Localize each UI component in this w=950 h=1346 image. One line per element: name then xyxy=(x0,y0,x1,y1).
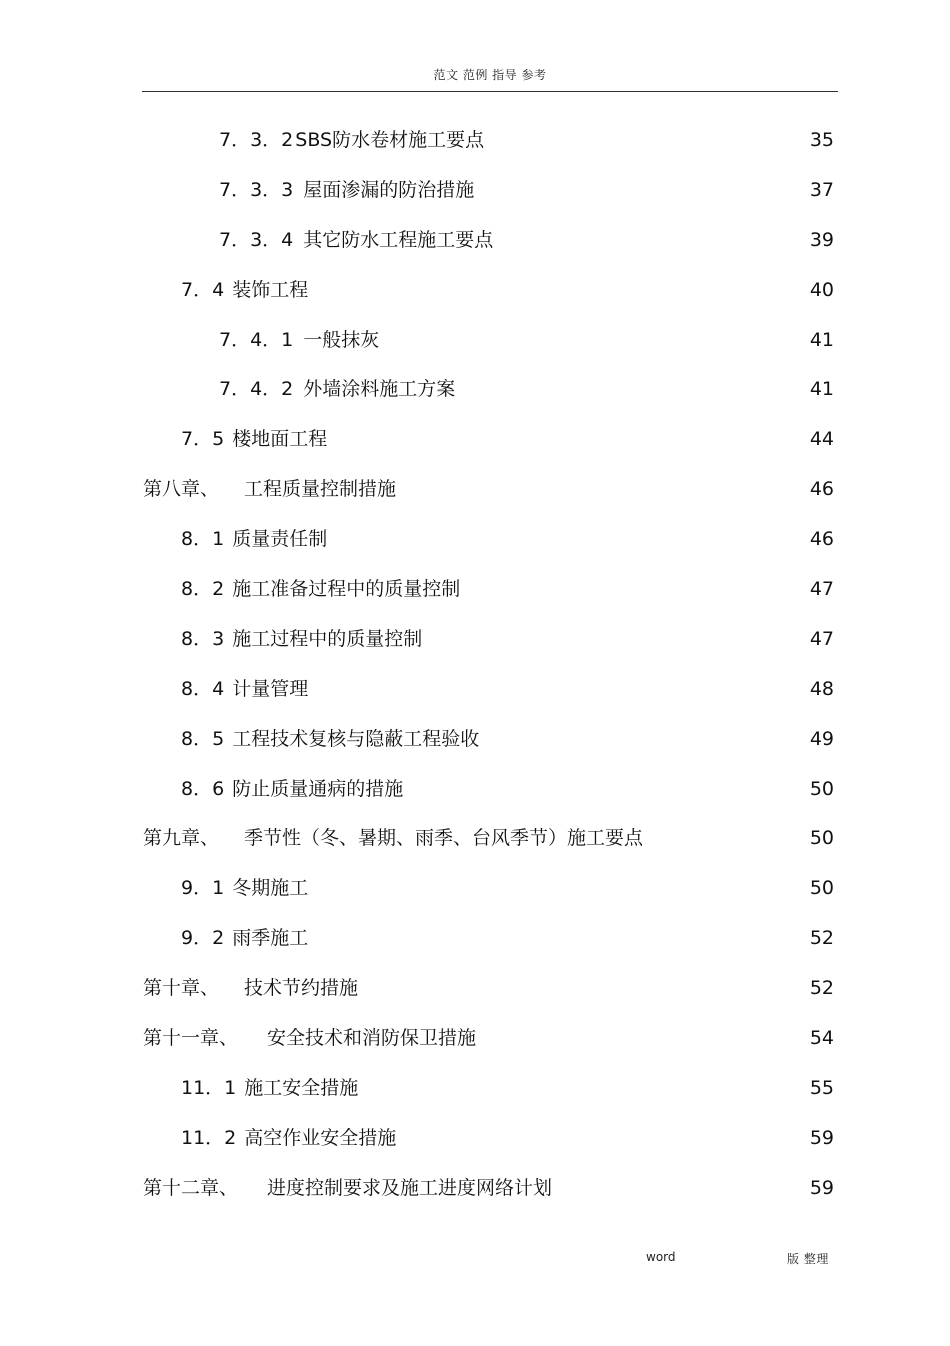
toc-entry-title xyxy=(181,1113,396,1163)
toc-entry-page-number: 41 xyxy=(809,328,834,351)
toc-entry[interactable] xyxy=(0,963,950,1013)
table-of-contents xyxy=(0,115,950,1213)
toc-entry-text: 外墙涂料施工方案 xyxy=(303,378,456,401)
toc-entry-text: 施工准备过程中的质量控制 xyxy=(232,578,461,601)
toc-entry-page-number: 46 xyxy=(809,478,834,501)
toc-entry[interactable] xyxy=(0,514,950,564)
toc-entry-number: 7．5 xyxy=(181,428,225,451)
toc-entry-title xyxy=(143,813,643,863)
toc-entry[interactable] xyxy=(0,764,950,814)
toc-entry-number: 7．3．2 xyxy=(219,129,294,151)
toc-entry-page-number: 59 xyxy=(809,1126,834,1149)
toc-entry[interactable] xyxy=(0,813,950,863)
toc-entry-page-number: 47 xyxy=(809,627,834,650)
toc-entry-number: 11．2 xyxy=(181,1126,237,1149)
toc-entry-number: 第十章、 xyxy=(143,977,220,1000)
page-header: 范文 范例 指导 参考 xyxy=(433,68,547,82)
toc-entry-number: 9．2 xyxy=(181,927,225,950)
toc-entry-page-number: 46 xyxy=(809,528,834,551)
footer-word: word xyxy=(646,1250,676,1264)
toc-entry-title xyxy=(143,1013,476,1063)
toc-entry-text: 冬期施工 xyxy=(232,877,309,900)
toc-entry-title xyxy=(181,265,308,315)
toc-entry-title xyxy=(181,1063,358,1113)
toc-entry-text: 进度控制要求及施工进度网络计划 xyxy=(267,1176,553,1199)
toc-entry-number: 第十二章、 xyxy=(143,1176,239,1199)
toc-entry-number: 第八章、 xyxy=(143,478,220,501)
toc-entry-page-number: 50 xyxy=(809,777,834,800)
toc-entry-number: 第十一章、 xyxy=(143,1027,239,1050)
toc-entry[interactable] xyxy=(0,115,950,165)
toc-entry-page-number: 40 xyxy=(809,278,834,301)
toc-entry-text: 安全技术和消防保卫措施 xyxy=(267,1027,477,1050)
toc-entry-title xyxy=(143,1163,552,1213)
toc-entry[interactable] xyxy=(0,863,950,913)
toc-entry-title xyxy=(219,115,484,165)
toc-entry-title xyxy=(181,414,327,464)
toc-entry[interactable] xyxy=(0,265,950,315)
toc-entry[interactable] xyxy=(0,215,950,265)
toc-entry-text: 施工过程中的质量控制 xyxy=(232,627,423,650)
toc-entry[interactable] xyxy=(0,1013,950,1063)
toc-entry-title xyxy=(181,614,422,664)
toc-entry-title xyxy=(181,764,403,814)
toc-entry-text: 施工安全措施 xyxy=(244,1076,359,1099)
toc-entry-page-number: 44 xyxy=(809,428,834,451)
toc-entry-text: 屋面渗漏的防治措施 xyxy=(303,178,475,201)
toc-entry-number: 7．3．3 xyxy=(219,178,294,201)
toc-entry[interactable] xyxy=(0,414,950,464)
toc-entry-page-number: 37 xyxy=(809,178,834,201)
toc-entry[interactable] xyxy=(0,165,950,215)
toc-entry-title xyxy=(219,165,474,215)
toc-entry-number: 8．1 xyxy=(181,528,225,551)
toc-entry-page-number: 35 xyxy=(809,129,834,151)
header-divider xyxy=(142,91,838,92)
toc-entry-text: 装饰工程 xyxy=(232,278,309,301)
toc-entry[interactable] xyxy=(0,913,950,963)
toc-entry-text: 工程质量控制措施 xyxy=(244,478,397,501)
toc-entry-page-number: 55 xyxy=(809,1076,834,1099)
toc-entry-page-number: 54 xyxy=(809,1027,834,1050)
toc-entry[interactable] xyxy=(0,364,950,414)
toc-entry-text: 工程技术复核与隐蔽工程验收 xyxy=(232,727,480,750)
toc-entry-page-number: 49 xyxy=(809,727,834,750)
toc-entry-text: SBS防水卷材施工要点 xyxy=(295,129,485,151)
toc-entry-title xyxy=(181,714,479,764)
toc-entry-page-number: 50 xyxy=(809,827,834,850)
toc-entry-page-number: 50 xyxy=(809,877,834,900)
toc-entry-number: 8．2 xyxy=(181,578,225,601)
toc-entry-number: 7．4 xyxy=(181,278,225,301)
toc-entry-title xyxy=(181,564,460,614)
toc-entry-title xyxy=(181,913,308,963)
toc-entry-number: 11．1 xyxy=(181,1076,237,1099)
toc-entry-text: 其它防水工程施工要点 xyxy=(303,228,494,251)
toc-entry-number: 7．3．4 xyxy=(219,228,294,251)
toc-entry-title xyxy=(219,364,455,414)
toc-entry-page-number: 41 xyxy=(809,378,834,401)
toc-entry[interactable] xyxy=(0,564,950,614)
toc-entry-text: 防止质量通病的措施 xyxy=(232,777,404,800)
toc-entry[interactable] xyxy=(0,1063,950,1113)
toc-entry-page-number: 39 xyxy=(809,228,834,251)
toc-entry[interactable] xyxy=(0,714,950,764)
toc-entry-title xyxy=(181,664,308,714)
toc-entry-text: 质量责任制 xyxy=(232,528,328,551)
toc-entry-text: 高空作业安全措施 xyxy=(244,1126,397,1149)
toc-entry[interactable] xyxy=(0,1113,950,1163)
toc-entry-number: 8．4 xyxy=(181,677,225,700)
toc-entry-number: 9．1 xyxy=(181,877,225,900)
toc-entry[interactable] xyxy=(0,1163,950,1213)
toc-entry-number: 第九章、 xyxy=(143,827,220,850)
toc-entry-number: 7．4．2 xyxy=(219,378,294,401)
toc-entry-title xyxy=(181,514,327,564)
toc-entry-text: 雨季施工 xyxy=(232,927,309,950)
toc-entry-text: 计量管理 xyxy=(232,677,309,700)
toc-entry-page-number: 52 xyxy=(809,927,834,950)
toc-entry-number: 7．4．1 xyxy=(219,328,294,351)
toc-entry-title xyxy=(143,963,358,1013)
toc-entry-text: 一般抹灰 xyxy=(303,328,380,351)
toc-entry-text: 技术节约措施 xyxy=(244,977,359,1000)
footer-tag: 版 整理 xyxy=(787,1252,829,1266)
toc-entry[interactable] xyxy=(0,315,950,365)
toc-entry-page-number: 47 xyxy=(809,578,834,601)
toc-entry-number: 8．6 xyxy=(181,777,225,800)
toc-entry-title xyxy=(181,863,308,913)
toc-entry-title xyxy=(143,464,396,514)
toc-entry-text: 楼地面工程 xyxy=(232,428,328,451)
toc-entry-page-number: 48 xyxy=(809,677,834,700)
toc-entry-title xyxy=(219,315,379,365)
toc-entry-page-number: 59 xyxy=(809,1176,834,1199)
toc-entry-text: 季节性（冬、暑期、雨季、台风季节）施工要点 xyxy=(244,827,644,850)
toc-entry-page-number: 52 xyxy=(809,977,834,1000)
toc-entry-title xyxy=(219,215,493,265)
toc-entry[interactable] xyxy=(0,464,950,514)
toc-entry[interactable] xyxy=(0,614,950,664)
toc-entry[interactable] xyxy=(0,664,950,714)
toc-entry-number: 8．3 xyxy=(181,627,225,650)
toc-entry-number: 8．5 xyxy=(181,727,225,750)
